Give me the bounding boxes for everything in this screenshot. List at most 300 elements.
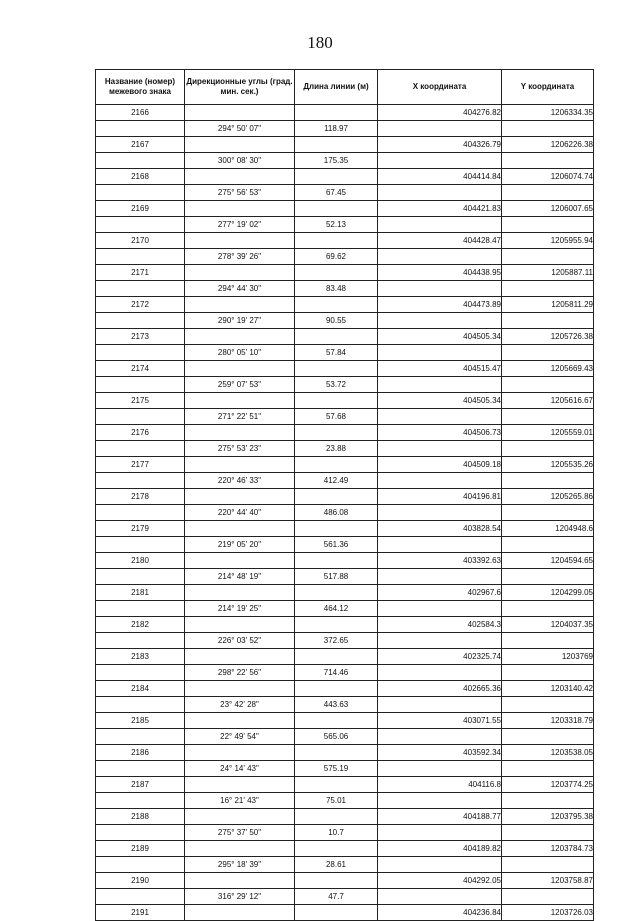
empty-cell <box>502 633 594 649</box>
line-length: 118.97 <box>295 121 378 137</box>
empty-cell <box>295 873 378 889</box>
x-coordinate: 404116.8 <box>378 777 502 793</box>
point-name: 2182 <box>96 617 185 633</box>
x-coordinate: 404196.81 <box>378 489 502 505</box>
direction-angle: 271° 22' 51" <box>185 409 295 425</box>
point-row <box>96 489 594 505</box>
point-name: 2179 <box>96 521 185 537</box>
empty-cell <box>295 329 378 345</box>
point-row <box>96 553 594 569</box>
empty-cell <box>96 569 185 585</box>
header-y: Y координата <box>502 70 594 105</box>
segment-row <box>96 601 594 617</box>
empty-cell <box>96 153 185 169</box>
empty-cell <box>378 569 502 585</box>
point-name: 2189 <box>96 841 185 857</box>
direction-angle: 294° 50' 07" <box>185 121 295 137</box>
segment-row <box>96 857 594 873</box>
line-length: 464.12 <box>295 601 378 617</box>
y-coordinate: 1206007.65 <box>502 201 594 217</box>
point-row <box>96 777 594 793</box>
empty-cell <box>96 505 185 521</box>
point-row <box>96 105 594 121</box>
point-name: 2180 <box>96 553 185 569</box>
segment-row <box>96 665 594 681</box>
direction-angle: 226° 03' 52" <box>185 633 295 649</box>
empty-cell <box>378 537 502 553</box>
empty-cell <box>295 489 378 505</box>
empty-cell <box>96 249 185 265</box>
empty-cell <box>502 761 594 777</box>
empty-cell <box>185 553 295 569</box>
segment-row <box>96 825 594 841</box>
segment-row <box>96 569 594 585</box>
empty-cell <box>96 121 185 137</box>
x-coordinate: 403071.55 <box>378 713 502 729</box>
point-name: 2177 <box>96 457 185 473</box>
empty-cell <box>502 601 594 617</box>
y-coordinate: 1205887.11 <box>502 265 594 281</box>
empty-cell <box>185 873 295 889</box>
line-length: 90.55 <box>295 313 378 329</box>
header-length: Длина линии (м) <box>295 70 378 105</box>
empty-cell <box>502 569 594 585</box>
empty-cell <box>96 825 185 841</box>
empty-cell <box>502 409 594 425</box>
point-row <box>96 617 594 633</box>
empty-cell <box>502 153 594 169</box>
line-length: 83.48 <box>295 281 378 297</box>
segment-row <box>96 345 594 361</box>
empty-cell <box>185 425 295 441</box>
point-row <box>96 713 594 729</box>
line-length: 57.68 <box>295 409 378 425</box>
x-coordinate: 402325.74 <box>378 649 502 665</box>
empty-cell <box>96 217 185 233</box>
direction-angle: 22° 49' 54" <box>185 729 295 745</box>
empty-cell <box>185 297 295 313</box>
x-coordinate: 402584.3 <box>378 617 502 633</box>
direction-angle: 214° 48' 19" <box>185 569 295 585</box>
empty-cell <box>96 409 185 425</box>
point-name: 2184 <box>96 681 185 697</box>
line-length: 412.49 <box>295 473 378 489</box>
direction-angle: 16° 21' 43" <box>185 793 295 809</box>
point-name: 2174 <box>96 361 185 377</box>
segment-row <box>96 217 594 233</box>
empty-cell <box>295 169 378 185</box>
empty-cell <box>185 521 295 537</box>
point-row <box>96 169 594 185</box>
y-coordinate: 1205669.43 <box>502 361 594 377</box>
point-row <box>96 425 594 441</box>
y-coordinate: 1203769 <box>502 649 594 665</box>
empty-cell <box>502 217 594 233</box>
empty-cell <box>185 361 295 377</box>
empty-cell <box>295 553 378 569</box>
direction-angle: 219° 05' 20" <box>185 537 295 553</box>
x-coordinate: 402967.6 <box>378 585 502 601</box>
point-name: 2166 <box>96 105 185 121</box>
direction-angle: 316° 29' 12" <box>185 889 295 905</box>
empty-cell <box>96 377 185 393</box>
empty-cell <box>502 377 594 393</box>
y-coordinate: 1203318.79 <box>502 713 594 729</box>
empty-cell <box>295 393 378 409</box>
empty-cell <box>295 425 378 441</box>
table-header-row <box>96 70 594 105</box>
empty-cell <box>185 233 295 249</box>
line-length: 565.06 <box>295 729 378 745</box>
empty-cell <box>96 441 185 457</box>
x-coordinate: 404505.34 <box>378 329 502 345</box>
segment-row <box>96 537 594 553</box>
segment-row <box>96 377 594 393</box>
empty-cell <box>378 793 502 809</box>
y-coordinate: 1203795.38 <box>502 809 594 825</box>
direction-angle: 295° 18' 39" <box>185 857 295 873</box>
empty-cell <box>502 441 594 457</box>
x-coordinate: 404473.89 <box>378 297 502 313</box>
point-row <box>96 329 594 345</box>
empty-cell <box>295 265 378 281</box>
empty-cell <box>295 649 378 665</box>
empty-cell <box>185 841 295 857</box>
empty-cell <box>502 697 594 713</box>
line-length: 69.62 <box>295 249 378 265</box>
empty-cell <box>96 633 185 649</box>
line-length: 57.84 <box>295 345 378 361</box>
empty-cell <box>185 137 295 153</box>
x-coordinate: 404509.18 <box>378 457 502 473</box>
empty-cell <box>378 505 502 521</box>
point-row <box>96 265 594 281</box>
empty-cell <box>378 825 502 841</box>
empty-cell <box>96 729 185 745</box>
point-row <box>96 905 594 921</box>
point-row <box>96 297 594 313</box>
segment-row <box>96 153 594 169</box>
empty-cell <box>185 105 295 121</box>
empty-cell <box>502 665 594 681</box>
y-coordinate: 1203774.25 <box>502 777 594 793</box>
segment-row <box>96 761 594 777</box>
empty-cell <box>378 217 502 233</box>
line-length: 443.63 <box>295 697 378 713</box>
segment-row <box>96 409 594 425</box>
empty-cell <box>502 473 594 489</box>
empty-cell <box>295 201 378 217</box>
empty-cell <box>378 313 502 329</box>
x-coordinate: 404189.82 <box>378 841 502 857</box>
header-x: X координата <box>378 70 502 105</box>
direction-angle: 298° 22' 56" <box>185 665 295 681</box>
point-name: 2191 <box>96 905 185 921</box>
x-coordinate: 404506.73 <box>378 425 502 441</box>
table-body <box>96 105 594 921</box>
empty-cell <box>378 601 502 617</box>
x-coordinate: 404326.79 <box>378 137 502 153</box>
empty-cell <box>502 825 594 841</box>
empty-cell <box>96 473 185 489</box>
x-coordinate: 404414.84 <box>378 169 502 185</box>
empty-cell <box>502 505 594 521</box>
segment-row <box>96 633 594 649</box>
point-row <box>96 457 594 473</box>
empty-cell <box>96 185 185 201</box>
y-coordinate: 1205616.67 <box>502 393 594 409</box>
direction-angle: 214° 19' 25" <box>185 601 295 617</box>
direction-angle: 220° 44' 40" <box>185 505 295 521</box>
y-coordinate: 1204299.05 <box>502 585 594 601</box>
boundary-coordinates-table <box>95 69 594 921</box>
line-length: 714.46 <box>295 665 378 681</box>
empty-cell <box>185 201 295 217</box>
y-coordinate: 1206074.74 <box>502 169 594 185</box>
empty-cell <box>378 121 502 137</box>
point-row <box>96 681 594 697</box>
empty-cell <box>502 345 594 361</box>
empty-cell <box>96 313 185 329</box>
empty-cell <box>378 185 502 201</box>
empty-cell <box>378 345 502 361</box>
empty-cell <box>502 889 594 905</box>
empty-cell <box>378 473 502 489</box>
header-angle: Дирекционные углы (град. мин. сек.) <box>185 70 295 105</box>
empty-cell <box>295 457 378 473</box>
y-coordinate: 1203140.42 <box>502 681 594 697</box>
line-length: 517.88 <box>295 569 378 585</box>
direction-angle: 280° 05' 10" <box>185 345 295 361</box>
empty-cell <box>185 265 295 281</box>
point-name: 2172 <box>96 297 185 313</box>
direction-angle: 23° 42' 28" <box>185 697 295 713</box>
point-name: 2167 <box>96 137 185 153</box>
empty-cell <box>378 889 502 905</box>
point-row <box>96 201 594 217</box>
y-coordinate: 1204948.6 <box>502 521 594 537</box>
point-row <box>96 745 594 761</box>
line-length: 53.72 <box>295 377 378 393</box>
empty-cell <box>502 121 594 137</box>
empty-cell <box>378 665 502 681</box>
empty-cell <box>502 537 594 553</box>
point-name: 2186 <box>96 745 185 761</box>
empty-cell <box>295 137 378 153</box>
empty-cell <box>295 905 378 921</box>
empty-cell <box>295 617 378 633</box>
point-row <box>96 137 594 153</box>
empty-cell <box>295 745 378 761</box>
line-length: 175.35 <box>295 153 378 169</box>
empty-cell <box>185 809 295 825</box>
empty-cell <box>185 585 295 601</box>
y-coordinate: 1203758.87 <box>502 873 594 889</box>
empty-cell <box>378 857 502 873</box>
x-coordinate: 403828.54 <box>378 521 502 537</box>
y-coordinate: 1206226.38 <box>502 137 594 153</box>
line-length: 486.08 <box>295 505 378 521</box>
empty-cell <box>378 377 502 393</box>
x-coordinate: 403592.34 <box>378 745 502 761</box>
y-coordinate: 1203784.73 <box>502 841 594 857</box>
y-coordinate: 1206334.35 <box>502 105 594 121</box>
empty-cell <box>96 793 185 809</box>
empty-cell <box>185 617 295 633</box>
point-name: 2171 <box>96 265 185 281</box>
point-row <box>96 393 594 409</box>
point-row <box>96 873 594 889</box>
empty-cell <box>96 761 185 777</box>
empty-cell <box>96 889 185 905</box>
point-name: 2187 <box>96 777 185 793</box>
empty-cell <box>502 793 594 809</box>
page-number: 180 <box>307 33 333 52</box>
empty-cell <box>295 809 378 825</box>
y-coordinate: 1205811.29 <box>502 297 594 313</box>
empty-cell <box>96 857 185 873</box>
point-name: 2176 <box>96 425 185 441</box>
point-row <box>96 841 594 857</box>
direction-angle: 275° 56' 53" <box>185 185 295 201</box>
point-name: 2168 <box>96 169 185 185</box>
empty-cell <box>96 601 185 617</box>
empty-cell <box>502 249 594 265</box>
empty-cell <box>96 345 185 361</box>
point-name: 2185 <box>96 713 185 729</box>
empty-cell <box>185 681 295 697</box>
y-coordinate: 1205265.86 <box>502 489 594 505</box>
empty-cell <box>378 441 502 457</box>
direction-angle: 24° 14' 43" <box>185 761 295 777</box>
empty-cell <box>295 361 378 377</box>
line-length: 575.19 <box>295 761 378 777</box>
header-name: Название (номер) межевого знака <box>96 70 185 105</box>
empty-cell <box>185 745 295 761</box>
empty-cell <box>378 729 502 745</box>
line-length: 23.88 <box>295 441 378 457</box>
x-coordinate: 404421.83 <box>378 201 502 217</box>
x-coordinate: 404236.84 <box>378 905 502 921</box>
direction-angle: 294° 44' 30" <box>185 281 295 297</box>
direction-angle: 277° 19' 02" <box>185 217 295 233</box>
y-coordinate: 1205535.26 <box>502 457 594 473</box>
point-name: 2183 <box>96 649 185 665</box>
point-name: 2181 <box>96 585 185 601</box>
x-coordinate: 404276.82 <box>378 105 502 121</box>
empty-cell <box>378 249 502 265</box>
empty-cell <box>185 777 295 793</box>
x-coordinate: 404438.95 <box>378 265 502 281</box>
empty-cell <box>96 281 185 297</box>
y-coordinate: 1205559.01 <box>502 425 594 441</box>
point-name: 2175 <box>96 393 185 409</box>
empty-cell <box>185 489 295 505</box>
x-coordinate: 403392.63 <box>378 553 502 569</box>
point-name: 2173 <box>96 329 185 345</box>
empty-cell <box>502 281 594 297</box>
empty-cell <box>185 649 295 665</box>
direction-angle: 259° 07' 53" <box>185 377 295 393</box>
y-coordinate: 1203538.05 <box>502 745 594 761</box>
empty-cell <box>185 169 295 185</box>
direction-angle: 300° 08' 30" <box>185 153 295 169</box>
empty-cell <box>295 521 378 537</box>
direction-angle: 275° 53' 23" <box>185 441 295 457</box>
x-coordinate: 404188.77 <box>378 809 502 825</box>
direction-angle: 220° 46' 33" <box>185 473 295 489</box>
empty-cell <box>502 313 594 329</box>
line-length: 67.45 <box>295 185 378 201</box>
empty-cell <box>295 841 378 857</box>
empty-cell <box>185 713 295 729</box>
line-length: 28.61 <box>295 857 378 873</box>
empty-cell <box>378 281 502 297</box>
y-coordinate: 1205955.94 <box>502 233 594 249</box>
segment-row <box>96 793 594 809</box>
empty-cell <box>295 777 378 793</box>
y-coordinate: 1203726.03 <box>502 905 594 921</box>
point-name: 2190 <box>96 873 185 889</box>
segment-row <box>96 729 594 745</box>
line-length: 75.01 <box>295 793 378 809</box>
point-row <box>96 809 594 825</box>
segment-row <box>96 697 594 713</box>
point-name: 2178 <box>96 489 185 505</box>
line-length: 47.7 <box>295 889 378 905</box>
empty-cell <box>378 153 502 169</box>
empty-cell <box>295 105 378 121</box>
segment-row <box>96 313 594 329</box>
empty-cell <box>185 457 295 473</box>
empty-cell <box>295 681 378 697</box>
x-coordinate: 402665.36 <box>378 681 502 697</box>
segment-row <box>96 281 594 297</box>
empty-cell <box>185 905 295 921</box>
empty-cell <box>502 185 594 201</box>
point-row <box>96 361 594 377</box>
direction-angle: 278° 39' 26" <box>185 249 295 265</box>
empty-cell <box>185 329 295 345</box>
empty-cell <box>295 297 378 313</box>
y-coordinate: 1205726.38 <box>502 329 594 345</box>
segment-row <box>96 505 594 521</box>
point-name: 2169 <box>96 201 185 217</box>
x-coordinate: 404292.05 <box>378 873 502 889</box>
line-length: 372.65 <box>295 633 378 649</box>
direction-angle: 275° 37' 50" <box>185 825 295 841</box>
empty-cell <box>502 729 594 745</box>
empty-cell <box>96 537 185 553</box>
point-row <box>96 233 594 249</box>
line-length: 52.13 <box>295 217 378 233</box>
empty-cell <box>378 761 502 777</box>
segment-row <box>96 185 594 201</box>
empty-cell <box>378 409 502 425</box>
x-coordinate: 404428.47 <box>378 233 502 249</box>
y-coordinate: 1204594.65 <box>502 553 594 569</box>
y-coordinate: 1204037.35 <box>502 617 594 633</box>
line-length: 561.36 <box>295 537 378 553</box>
empty-cell <box>378 633 502 649</box>
empty-cell <box>295 233 378 249</box>
empty-cell <box>295 713 378 729</box>
point-name: 2170 <box>96 233 185 249</box>
empty-cell <box>502 857 594 873</box>
point-row <box>96 649 594 665</box>
segment-row <box>96 889 594 905</box>
empty-cell <box>295 585 378 601</box>
